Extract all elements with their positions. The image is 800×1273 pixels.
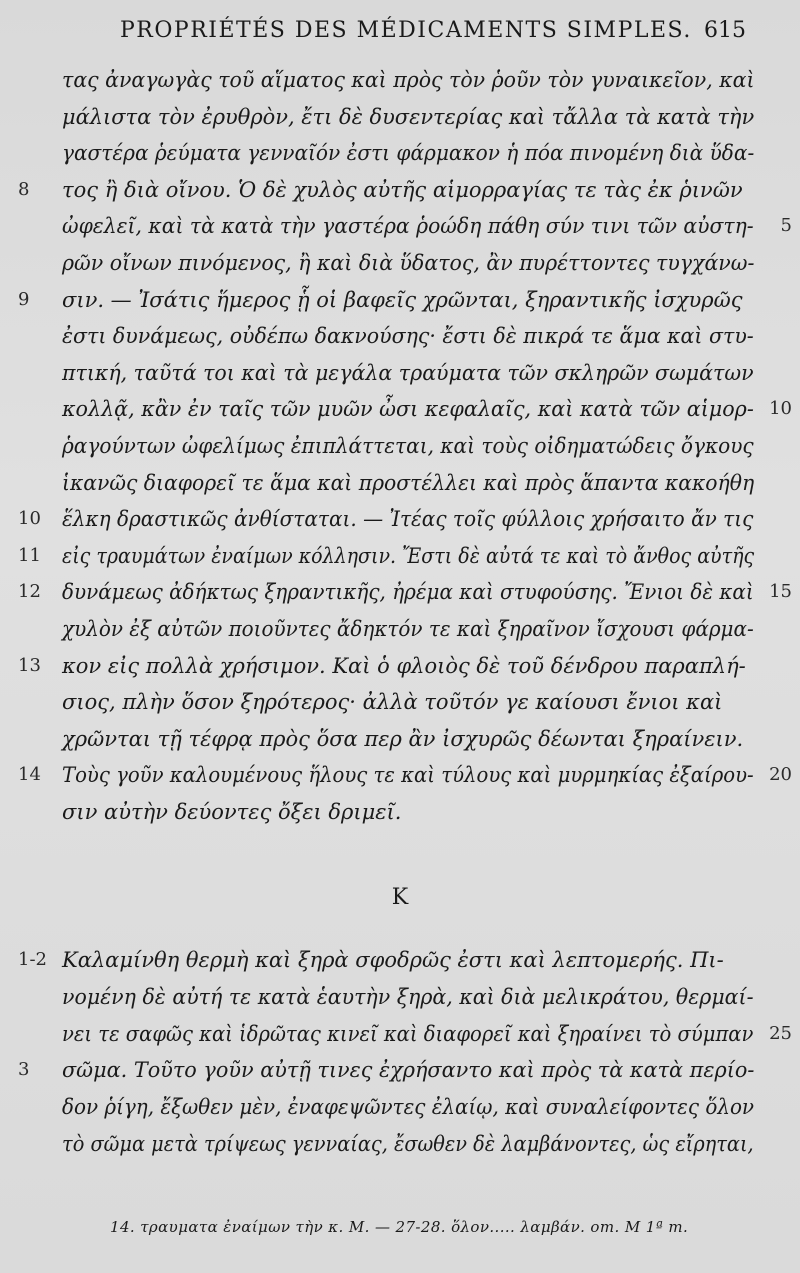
- right-margin-number: 5: [780, 215, 792, 237]
- line-text: χρῶνται τῇ τέφρᾳ πρὸς ὅσα περ ἂν ἰσχυρῶς δέωνται ξηραίνειν.: [62, 726, 744, 751]
- line-text: Τοὺς γοῦν καλουμένους ἥλους τε καὶ τύλους καὶ μυρμηκίας ἐξαίρου-: [62, 763, 754, 788]
- line-text: ῥαγούντων ὠφελίμως ἐπιπλάττεται, καὶ τοὺς οἰδηματώδεις ὄγκους: [62, 434, 754, 458]
- right-margin-number: 25: [769, 1022, 792, 1044]
- line-text: σιν. — Ἰσάτις ἥμερος ᾗ οἱ βαφεῖς χρῶνται, ξηραντικῆς ἰσχυρῶς: [62, 287, 743, 312]
- text-line: [62, 611, 754, 647]
- right-margin-number: 20: [769, 764, 792, 786]
- text-line: [62, 1052, 754, 1088]
- text-line: [62, 721, 754, 757]
- line-text: κολλᾷ, κἂν ἐν ταῖς τῶν μυῶν ὦσι κεφαλαῖς, καὶ κατὰ τῶν αἱμορ-: [62, 397, 754, 422]
- text-line: [62, 684, 754, 720]
- left-margin-number: 8: [18, 178, 30, 200]
- line-text: σῶμα. Τοῦτο γοῦν αὐτῇ τινες ἐχρήσαντο καὶ πρὸς τὰ κατὰ περίο-: [62, 1058, 755, 1083]
- left-margin-number: 14: [18, 764, 41, 786]
- text-line: [62, 794, 754, 830]
- line-text: γαστέρα ῥεύματα γενναῖόν ἐστι φάρμακον ἡ πόα πινομένη διὰ ὕδα-: [62, 141, 755, 166]
- text-line: [62, 574, 754, 610]
- left-margin-number: 12: [18, 581, 41, 603]
- line-text: ρῶν οἴνων πινόμενος, ἢ καὶ διὰ ὕδατος, ἂν πυρέττοντες τυγχάνω-: [62, 251, 755, 275]
- text-line: [62, 979, 754, 1015]
- line-text: νει τε σαφῶς καὶ ἱδρῶτας κινεῖ καὶ διαφορεῖ καὶ ξηραίνει τὸ σύμπαν: [62, 1021, 754, 1046]
- line-text: δον ῥίγη, ἔξωθεν μὲν, ἐναφεψῶντες ἐλαίῳ, καὶ συναλείφοντες ὅλον: [62, 1095, 755, 1120]
- text-line: [62, 501, 754, 537]
- section-letter: K: [391, 885, 409, 910]
- line-text: ἱκανῶς διαφορεῖ τε ἅμα καὶ προστέλλει καὶ πρὸς ἅπαντα κακοήθη: [62, 470, 755, 495]
- left-margin-number: 10: [18, 508, 41, 530]
- text-line: [62, 318, 754, 354]
- footnote: 14. τραυματα ἐναίμων τὴν κ. M. — 27-28. ὅλον..... λαμβάν. om. M 1ª m.: [110, 1218, 689, 1236]
- text-line: [62, 172, 754, 208]
- line-text: κον εἰς πολλὰ χρήσιμον. Καὶ ὁ φλοιὸς δὲ τοῦ δένδρου παραπλή-: [62, 653, 746, 678]
- left-margin-number: 3: [18, 1059, 30, 1081]
- page-number: 615: [704, 18, 746, 43]
- left-margin-number: 1-2: [18, 949, 47, 970]
- text-line: [62, 1126, 754, 1162]
- text-line: [62, 648, 754, 684]
- text-line: [62, 282, 754, 318]
- line-text: σιος, πλὴν ὅσον ξηρότερος· ἀλλὰ τοῦτόν γε καίουσι ἔνιοι καὶ: [62, 690, 723, 715]
- text-line: [62, 245, 754, 281]
- line-text: δυνάμεως ἀδήκτως ξηραντικῆς, ἠρέμα καὶ στυφούσης. Ἔνιοι δὲ καὶ: [62, 580, 754, 605]
- left-margin-number: 13: [18, 654, 41, 676]
- text-line: [62, 355, 754, 391]
- text-line: [62, 538, 754, 574]
- right-margin-number: 15: [769, 581, 792, 603]
- text-line: [62, 391, 754, 427]
- text-line: [62, 208, 754, 244]
- line-text: σιν αὐτὴν δεύοντες ὄξει δριμεῖ.: [62, 800, 402, 824]
- line-text: πτική, ταῦτά τοι καὶ τὰ μεγάλα τραύματα τῶν σκληρῶν σωμάτων: [62, 360, 754, 385]
- text-line: [62, 1089, 754, 1125]
- running-title: PROPRIÉTÉS DES MÉDICAMENTS SIMPLES.: [120, 18, 692, 43]
- line-text: εἰς τραυμάτων ἐναίμων κόλλησιν. Ἔστι δὲ αὐτά τε καὶ τὸ ἄνθος αὐτῆς: [62, 543, 755, 568]
- text-line: [62, 135, 754, 171]
- line-text: τας ἀναγωγὰς τοῦ αἵματος καὶ πρὸς τὸν ῥοῦν τὸν γυναικεῖον, καὶ: [62, 68, 755, 92]
- line-text: τὸ σῶμα μετὰ τρίψεως γενναίας, ἔσωθεν δὲ λαμβάνοντες, ὡς εἴρηται,: [62, 1132, 754, 1156]
- line-text: νομένη δὲ αὐτή τε κατὰ ἑαυτὴν ξηρὰ, καὶ διὰ μελικράτου, θερμαί-: [62, 984, 754, 1009]
- running-header: [0, 18, 800, 52]
- line-text: ὠφελεῖ, καὶ τὰ κατὰ τὴν γαστέρα ῥοώδη πάθη σύν τινι τῶν αὐστη-: [62, 214, 754, 239]
- text-line: [62, 99, 754, 135]
- left-margin-number: 9: [18, 288, 30, 310]
- line-text: Καλαμίνθη θερμὴ καὶ ξηρὰ σφοδρῶς ἐστι καὶ λεπτομερής. Πι-: [62, 948, 724, 972]
- line-text: ἐστι δυνάμεως, οὐδέπω δακνούσης· ἔστι δὲ πικρά τε ἅμα καὶ στυ-: [62, 324, 754, 349]
- text-line: [62, 465, 754, 501]
- right-margin-number: 10: [769, 398, 792, 420]
- line-text: μάλιστα τὸν ἐρυθρὸν, ἔτι δὲ δυσεντερίας καὶ τἄλλα τὰ κατὰ τὴν: [62, 104, 755, 129]
- text-line: [62, 428, 754, 464]
- line-text: ἕλκη δραστικῶς ἀνθίσταται. — Ἰτέας τοῖς φύλλοις χρήσαιτο ἄν τις: [62, 507, 754, 532]
- line-text: τος ἢ διὰ οἴνου. Ὁ δὲ χυλὸς αὐτῆς αἱμορραγίας τε τὰς ἐκ ῥινῶν: [62, 177, 743, 202]
- text-line: [62, 62, 754, 98]
- text-line: [62, 942, 754, 978]
- left-margin-number: 11: [18, 544, 41, 566]
- text-line: [62, 1016, 754, 1052]
- line-text: χυλὸν ἐξ αὐτῶν ποιοῦντες ἄδηκτόν τε καὶ ξηραῖνον ἴσχουσι φάρμα-: [62, 617, 754, 641]
- text-line: [62, 757, 754, 793]
